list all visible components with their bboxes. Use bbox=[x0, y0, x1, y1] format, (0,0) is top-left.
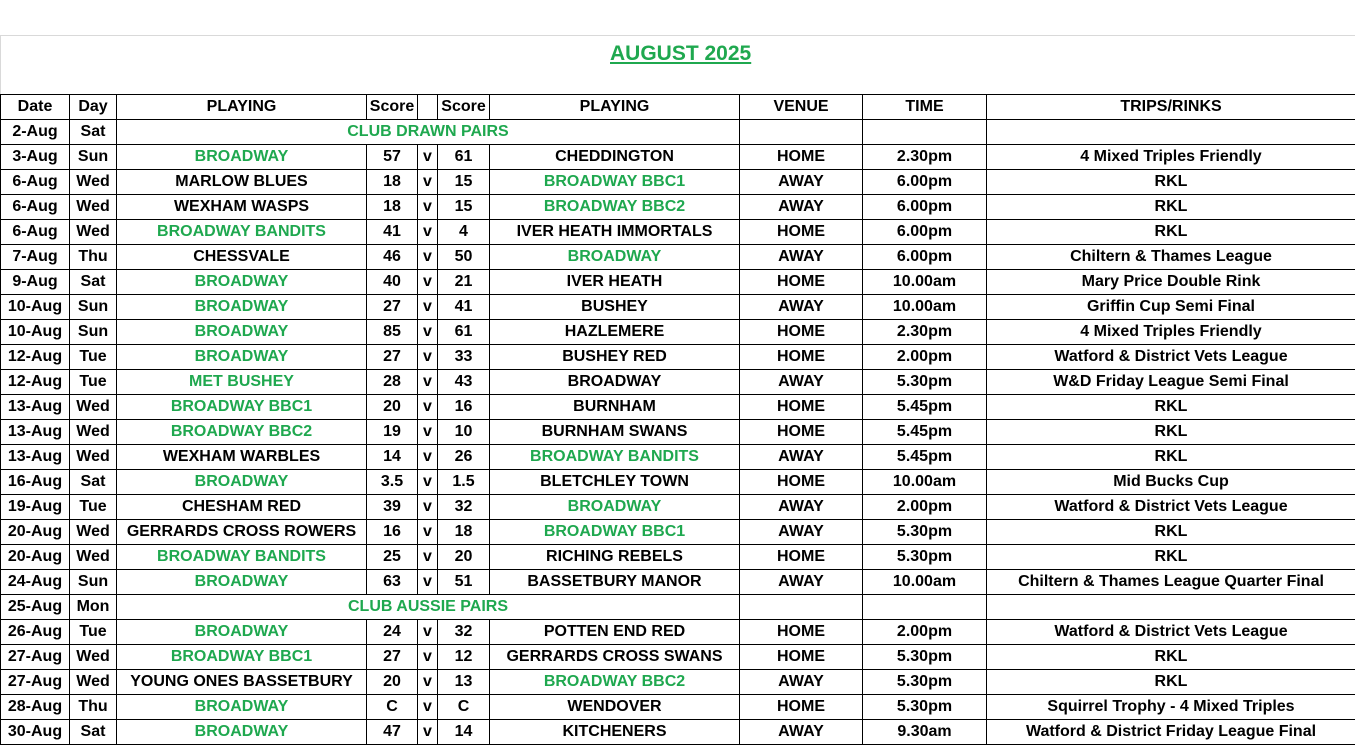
away-team-cell: HAZLEMERE bbox=[490, 320, 740, 345]
date-cell: 13-Aug bbox=[1, 395, 70, 420]
day-cell: Tue bbox=[70, 345, 117, 370]
venue-cell bbox=[740, 595, 863, 620]
home-team-cell: MARLOW BLUES bbox=[117, 170, 367, 195]
home-score-cell: 47 bbox=[367, 720, 418, 745]
table-row bbox=[1, 720, 1355, 745]
versus-cell: v bbox=[418, 220, 438, 245]
away-team-cell: BROADWAY bbox=[490, 495, 740, 520]
versus-cell: v bbox=[418, 295, 438, 320]
home-team-cell: BROADWAY bbox=[117, 620, 367, 645]
versus-cell: v bbox=[418, 395, 438, 420]
away-score-cell: 43 bbox=[438, 370, 490, 395]
versus-cell: v bbox=[418, 270, 438, 295]
away-team-cell: IVER HEATH IMMORTALS bbox=[490, 220, 740, 245]
time-cell: 6.00pm bbox=[863, 245, 987, 270]
away-team-cell: CHEDDINGTON bbox=[490, 145, 740, 170]
venue-cell: AWAY bbox=[740, 170, 863, 195]
trips-cell: Chiltern & Thames League Quarter Final bbox=[987, 570, 1355, 595]
away-score-cell: 20 bbox=[438, 545, 490, 570]
date-cell: 16-Aug bbox=[1, 470, 70, 495]
time-cell: 2.00pm bbox=[863, 345, 987, 370]
date-cell: 9-Aug bbox=[1, 270, 70, 295]
home-score-cell: 57 bbox=[367, 145, 418, 170]
day-cell: Thu bbox=[70, 695, 117, 720]
header-versus bbox=[418, 95, 438, 120]
time-cell: 10.00am bbox=[863, 270, 987, 295]
day-cell: Sat bbox=[70, 470, 117, 495]
day-cell: Thu bbox=[70, 245, 117, 270]
versus-cell: v bbox=[418, 245, 438, 270]
home-score-cell: 46 bbox=[367, 245, 418, 270]
table-row bbox=[1, 395, 1355, 420]
time-cell: 2.00pm bbox=[863, 620, 987, 645]
home-score-cell: 20 bbox=[367, 670, 418, 695]
date-cell: 6-Aug bbox=[1, 195, 70, 220]
trips-cell: Mid Bucks Cup bbox=[987, 470, 1355, 495]
header-venue: VENUE bbox=[740, 95, 863, 120]
home-team-cell: WEXHAM WASPS bbox=[117, 195, 367, 220]
away-score-cell: 18 bbox=[438, 520, 490, 545]
header-day: Day bbox=[70, 95, 117, 120]
away-team-cell: BUSHEY bbox=[490, 295, 740, 320]
table-row bbox=[1, 195, 1355, 220]
table-row bbox=[1, 345, 1355, 370]
home-team-cell: CHESHAM RED bbox=[117, 495, 367, 520]
date-cell: 2-Aug bbox=[1, 120, 70, 145]
trips-cell: Chiltern & Thames League bbox=[987, 245, 1355, 270]
club-event-cell: CLUB DRAWN PAIRS bbox=[117, 120, 740, 145]
table-row bbox=[1, 320, 1355, 345]
away-team-cell: BROADWAY BBC1 bbox=[490, 520, 740, 545]
away-score-cell: 51 bbox=[438, 570, 490, 595]
venue-cell: HOME bbox=[740, 220, 863, 245]
date-cell: 12-Aug bbox=[1, 345, 70, 370]
venue-cell: HOME bbox=[740, 645, 863, 670]
venue-cell: HOME bbox=[740, 695, 863, 720]
time-cell: 6.00pm bbox=[863, 220, 987, 245]
away-team-cell: KITCHENERS bbox=[490, 720, 740, 745]
date-cell: 20-Aug bbox=[1, 520, 70, 545]
header-score-away: Score bbox=[438, 95, 490, 120]
away-score-cell: 61 bbox=[438, 145, 490, 170]
date-cell: 3-Aug bbox=[1, 145, 70, 170]
table-row bbox=[1, 370, 1355, 395]
date-cell: 13-Aug bbox=[1, 445, 70, 470]
date-cell: 27-Aug bbox=[1, 670, 70, 695]
venue-cell: AWAY bbox=[740, 445, 863, 470]
home-team-cell: GERRARDS CROSS ROWERS bbox=[117, 520, 367, 545]
venue-cell: HOME bbox=[740, 620, 863, 645]
venue-cell: AWAY bbox=[740, 670, 863, 695]
home-team-cell: MET BUSHEY bbox=[117, 370, 367, 395]
date-cell: 27-Aug bbox=[1, 645, 70, 670]
day-cell: Wed bbox=[70, 545, 117, 570]
away-team-cell: BROADWAY BBC2 bbox=[490, 195, 740, 220]
away-team-cell: IVER HEATH bbox=[490, 270, 740, 295]
table-row bbox=[1, 445, 1355, 470]
trips-cell: Watford & District Vets League bbox=[987, 620, 1355, 645]
club-event-cell: CLUB AUSSIE PAIRS bbox=[117, 595, 740, 620]
versus-cell: v bbox=[418, 145, 438, 170]
home-score-cell: 16 bbox=[367, 520, 418, 545]
header-row bbox=[1, 95, 1355, 120]
fixtures-body bbox=[1, 120, 1355, 745]
away-team-cell: POTTEN END RED bbox=[490, 620, 740, 645]
home-score-cell: 40 bbox=[367, 270, 418, 295]
away-team-cell: BROADWAY BANDITS bbox=[490, 445, 740, 470]
home-score-cell: 27 bbox=[367, 645, 418, 670]
trips-cell: Watford & District Vets League bbox=[987, 345, 1355, 370]
date-cell: 10-Aug bbox=[1, 295, 70, 320]
venue-cell: HOME bbox=[740, 470, 863, 495]
away-team-cell: BURNHAM bbox=[490, 395, 740, 420]
versus-cell: v bbox=[418, 370, 438, 395]
home-team-cell: BROADWAY BBC1 bbox=[117, 645, 367, 670]
day-cell: Sun bbox=[70, 295, 117, 320]
home-score-cell: 25 bbox=[367, 545, 418, 570]
away-score-cell: 32 bbox=[438, 620, 490, 645]
away-score-cell: 16 bbox=[438, 395, 490, 420]
time-cell: 5.30pm bbox=[863, 670, 987, 695]
table-row bbox=[1, 545, 1355, 570]
time-cell: 10.00am bbox=[863, 295, 987, 320]
home-score-cell: 41 bbox=[367, 220, 418, 245]
table-row bbox=[1, 645, 1355, 670]
away-score-cell: 61 bbox=[438, 320, 490, 345]
away-team-cell: WENDOVER bbox=[490, 695, 740, 720]
table-row bbox=[1, 170, 1355, 195]
home-team-cell: BROADWAY bbox=[117, 345, 367, 370]
table-row bbox=[1, 670, 1355, 695]
away-score-cell: 12 bbox=[438, 645, 490, 670]
away-score-cell: 15 bbox=[438, 195, 490, 220]
day-cell: Wed bbox=[70, 170, 117, 195]
day-cell: Wed bbox=[70, 645, 117, 670]
away-score-cell: 14 bbox=[438, 720, 490, 745]
trips-cell: RKL bbox=[987, 520, 1355, 545]
away-team-cell: BROADWAY BBC2 bbox=[490, 670, 740, 695]
versus-cell: v bbox=[418, 670, 438, 695]
venue-cell: HOME bbox=[740, 345, 863, 370]
date-cell: 6-Aug bbox=[1, 220, 70, 245]
versus-cell: v bbox=[418, 570, 438, 595]
home-team-cell: BROADWAY bbox=[117, 295, 367, 320]
trips-cell: Watford & District Friday League Final bbox=[987, 720, 1355, 745]
venue-cell: AWAY bbox=[740, 295, 863, 320]
venue-cell: HOME bbox=[740, 395, 863, 420]
home-team-cell: CHESSVALE bbox=[117, 245, 367, 270]
date-cell: 25-Aug bbox=[1, 595, 70, 620]
table-row bbox=[1, 295, 1355, 320]
versus-cell: v bbox=[418, 320, 438, 345]
time-cell: 10.00am bbox=[863, 470, 987, 495]
trips-cell: RKL bbox=[987, 420, 1355, 445]
table-row bbox=[1, 270, 1355, 295]
time-cell bbox=[863, 120, 987, 145]
versus-cell: v bbox=[418, 645, 438, 670]
time-cell: 5.45pm bbox=[863, 445, 987, 470]
date-cell: 20-Aug bbox=[1, 545, 70, 570]
table-row bbox=[1, 220, 1355, 245]
versus-cell: v bbox=[418, 620, 438, 645]
away-team-cell: BASSETBURY MANOR bbox=[490, 570, 740, 595]
venue-cell: AWAY bbox=[740, 195, 863, 220]
table-row bbox=[1, 595, 1355, 620]
away-score-cell: 4 bbox=[438, 220, 490, 245]
home-score-cell: 27 bbox=[367, 295, 418, 320]
trips-cell bbox=[987, 595, 1355, 620]
table-row bbox=[1, 470, 1355, 495]
day-cell: Wed bbox=[70, 445, 117, 470]
home-score-cell: 19 bbox=[367, 420, 418, 445]
trips-cell: Griffin Cup Semi Final bbox=[987, 295, 1355, 320]
away-team-cell: BURNHAM SWANS bbox=[490, 420, 740, 445]
venue-cell: HOME bbox=[740, 545, 863, 570]
away-team-cell: BROADWAY bbox=[490, 370, 740, 395]
venue-cell: AWAY bbox=[740, 245, 863, 270]
trips-cell: W&D Friday League Semi Final bbox=[987, 370, 1355, 395]
time-cell: 5.45pm bbox=[863, 420, 987, 445]
time-cell: 6.00pm bbox=[863, 170, 987, 195]
trips-cell: RKL bbox=[987, 645, 1355, 670]
home-team-cell: WEXHAM WARBLES bbox=[117, 445, 367, 470]
home-team-cell: BROADWAY bbox=[117, 470, 367, 495]
away-score-cell: 1.5 bbox=[438, 470, 490, 495]
time-cell: 5.30pm bbox=[863, 695, 987, 720]
time-cell: 5.45pm bbox=[863, 395, 987, 420]
away-score-cell: 33 bbox=[438, 345, 490, 370]
versus-cell: v bbox=[418, 695, 438, 720]
table-row bbox=[1, 695, 1355, 720]
home-team-cell: BROADWAY bbox=[117, 720, 367, 745]
day-cell: Wed bbox=[70, 520, 117, 545]
trips-cell: RKL bbox=[987, 195, 1355, 220]
date-cell: 30-Aug bbox=[1, 720, 70, 745]
date-cell: 26-Aug bbox=[1, 620, 70, 645]
versus-cell: v bbox=[418, 545, 438, 570]
away-score-cell: 26 bbox=[438, 445, 490, 470]
away-team-cell: GERRARDS CROSS SWANS bbox=[490, 645, 740, 670]
versus-cell: v bbox=[418, 345, 438, 370]
time-cell: 6.00pm bbox=[863, 195, 987, 220]
away-score-cell: 15 bbox=[438, 170, 490, 195]
header-playing-away: PLAYING bbox=[490, 95, 740, 120]
date-cell: 12-Aug bbox=[1, 370, 70, 395]
time-cell: 9.30am bbox=[863, 720, 987, 745]
venue-cell: AWAY bbox=[740, 370, 863, 395]
table-row bbox=[1, 570, 1355, 595]
home-score-cell: 63 bbox=[367, 570, 418, 595]
away-score-cell: 10 bbox=[438, 420, 490, 445]
versus-cell: v bbox=[418, 470, 438, 495]
day-cell: Wed bbox=[70, 420, 117, 445]
day-cell: Sat bbox=[70, 720, 117, 745]
home-score-cell: 39 bbox=[367, 495, 418, 520]
day-cell: Sun bbox=[70, 320, 117, 345]
away-score-cell: 13 bbox=[438, 670, 490, 695]
away-team-cell: BUSHEY RED bbox=[490, 345, 740, 370]
venue-cell: HOME bbox=[740, 145, 863, 170]
away-team-cell: BROADWAY BBC1 bbox=[490, 170, 740, 195]
home-team-cell: BROADWAY bbox=[117, 570, 367, 595]
trips-cell: Squirrel Trophy - 4 Mixed Triples bbox=[987, 695, 1355, 720]
day-cell: Wed bbox=[70, 395, 117, 420]
date-cell: 7-Aug bbox=[1, 245, 70, 270]
home-team-cell: BROADWAY BBC1 bbox=[117, 395, 367, 420]
trips-cell: RKL bbox=[987, 220, 1355, 245]
day-cell: Sun bbox=[70, 145, 117, 170]
day-cell: Wed bbox=[70, 220, 117, 245]
table-row bbox=[1, 620, 1355, 645]
trips-cell: 4 Mixed Triples Friendly bbox=[987, 320, 1355, 345]
home-score-cell: 28 bbox=[367, 370, 418, 395]
versus-cell: v bbox=[418, 420, 438, 445]
day-cell: Sat bbox=[70, 120, 117, 145]
time-cell: 5.30pm bbox=[863, 520, 987, 545]
versus-cell: v bbox=[418, 720, 438, 745]
home-team-cell: BROADWAY bbox=[117, 320, 367, 345]
header-time: TIME bbox=[863, 95, 987, 120]
day-cell: Wed bbox=[70, 195, 117, 220]
table-row bbox=[1, 495, 1355, 520]
away-team-cell: BROADWAY bbox=[490, 245, 740, 270]
home-score-cell: 24 bbox=[367, 620, 418, 645]
home-team-cell: BROADWAY bbox=[117, 270, 367, 295]
versus-cell: v bbox=[418, 170, 438, 195]
day-cell: Mon bbox=[70, 595, 117, 620]
home-score-cell: 27 bbox=[367, 345, 418, 370]
venue-cell: HOME bbox=[740, 270, 863, 295]
away-score-cell: 50 bbox=[438, 245, 490, 270]
date-cell: 13-Aug bbox=[1, 420, 70, 445]
trips-cell: RKL bbox=[987, 670, 1355, 695]
time-cell: 5.30pm bbox=[863, 645, 987, 670]
time-cell bbox=[863, 595, 987, 620]
versus-cell: v bbox=[418, 445, 438, 470]
home-score-cell: 18 bbox=[367, 195, 418, 220]
home-team-cell: BROADWAY BANDITS bbox=[117, 220, 367, 245]
day-cell: Sat bbox=[70, 270, 117, 295]
date-cell: 10-Aug bbox=[1, 320, 70, 345]
versus-cell: v bbox=[418, 195, 438, 220]
venue-cell: HOME bbox=[740, 320, 863, 345]
day-cell: Wed bbox=[70, 670, 117, 695]
away-score-cell: 41 bbox=[438, 295, 490, 320]
table-row bbox=[1, 245, 1355, 270]
title-row bbox=[0, 35, 1355, 94]
header-score-home: Score bbox=[367, 95, 418, 120]
home-team-cell: BROADWAY bbox=[117, 695, 367, 720]
home-score-cell: 14 bbox=[367, 445, 418, 470]
table-row bbox=[1, 420, 1355, 445]
venue-cell: HOME bbox=[740, 420, 863, 445]
venue-cell bbox=[740, 120, 863, 145]
fixtures-table bbox=[0, 94, 1355, 745]
day-cell: Tue bbox=[70, 370, 117, 395]
trips-cell: RKL bbox=[987, 445, 1355, 470]
header-date: Date bbox=[1, 95, 70, 120]
venue-cell: AWAY bbox=[740, 520, 863, 545]
time-cell: 2.00pm bbox=[863, 495, 987, 520]
home-team-cell: BROADWAY BBC2 bbox=[117, 420, 367, 445]
venue-cell: AWAY bbox=[740, 720, 863, 745]
away-score-cell: 32 bbox=[438, 495, 490, 520]
date-cell: 6-Aug bbox=[1, 170, 70, 195]
day-cell: Tue bbox=[70, 495, 117, 520]
trips-cell: RKL bbox=[987, 545, 1355, 570]
home-score-cell: C bbox=[367, 695, 418, 720]
trips-cell: Watford & District Vets League bbox=[987, 495, 1355, 520]
away-score-cell: C bbox=[438, 695, 490, 720]
home-score-cell: 85 bbox=[367, 320, 418, 345]
header-playing-home: PLAYING bbox=[117, 95, 367, 120]
time-cell: 10.00am bbox=[863, 570, 987, 595]
away-score-cell: 21 bbox=[438, 270, 490, 295]
home-score-cell: 20 bbox=[367, 395, 418, 420]
day-cell: Sun bbox=[70, 570, 117, 595]
versus-cell: v bbox=[418, 520, 438, 545]
day-cell: Tue bbox=[70, 620, 117, 645]
table-row bbox=[1, 120, 1355, 145]
venue-cell: AWAY bbox=[740, 570, 863, 595]
page-title: AUGUST 2025 bbox=[610, 42, 751, 66]
home-team-cell: YOUNG ONES BASSETBURY bbox=[117, 670, 367, 695]
away-team-cell: BLETCHLEY TOWN bbox=[490, 470, 740, 495]
date-cell: 19-Aug bbox=[1, 495, 70, 520]
versus-cell: v bbox=[418, 495, 438, 520]
trips-cell: RKL bbox=[987, 395, 1355, 420]
home-team-cell: BROADWAY BANDITS bbox=[117, 545, 367, 570]
trips-cell bbox=[987, 120, 1355, 145]
table-row bbox=[1, 145, 1355, 170]
date-cell: 28-Aug bbox=[1, 695, 70, 720]
header-trips-rinks: TRIPS/RINKS bbox=[987, 95, 1355, 120]
time-cell: 2.30pm bbox=[863, 145, 987, 170]
time-cell: 2.30pm bbox=[863, 320, 987, 345]
trips-cell: RKL bbox=[987, 170, 1355, 195]
home-team-cell: BROADWAY bbox=[117, 145, 367, 170]
time-cell: 5.30pm bbox=[863, 370, 987, 395]
venue-cell: AWAY bbox=[740, 495, 863, 520]
table-row bbox=[1, 520, 1355, 545]
away-team-cell: RICHING REBELS bbox=[490, 545, 740, 570]
trips-cell: 4 Mixed Triples Friendly bbox=[987, 145, 1355, 170]
time-cell: 5.30pm bbox=[863, 545, 987, 570]
date-cell: 24-Aug bbox=[1, 570, 70, 595]
home-score-cell: 18 bbox=[367, 170, 418, 195]
fixtures-sheet bbox=[0, 35, 1355, 745]
home-score-cell: 3.5 bbox=[367, 470, 418, 495]
trips-cell: Mary Price Double Rink bbox=[987, 270, 1355, 295]
